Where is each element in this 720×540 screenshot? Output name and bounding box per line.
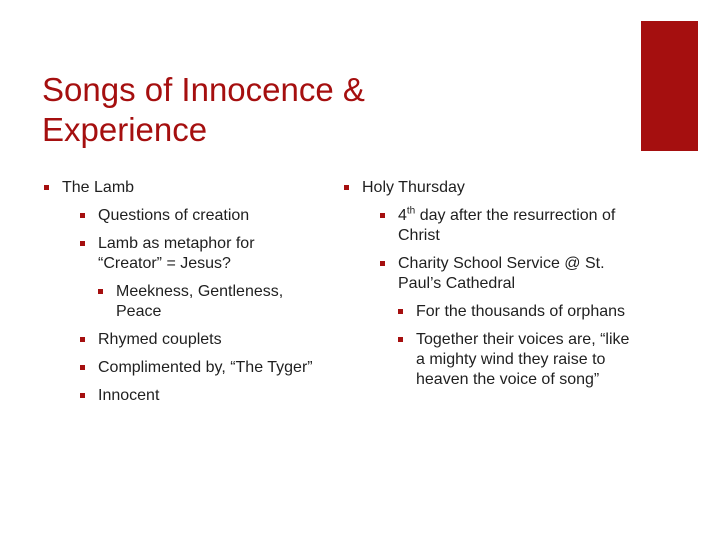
bullet-text: The Lamb	[62, 179, 135, 196]
bullet-text: Holy Thursday	[362, 179, 465, 196]
slide-title	[42, 70, 602, 150]
title-line-2: Experience	[42, 111, 208, 148]
sub-sub-bullet	[398, 302, 634, 322]
sub-bullet-text: Rhymed couplets	[98, 331, 222, 348]
sub-bullet-text: Questions of creation	[98, 207, 250, 224]
sub-bullet	[80, 386, 314, 406]
bullet-holy-thursday	[344, 178, 634, 390]
sub-bullet-text: Charity School Service @ St. Paul’s Cathedral	[398, 255, 605, 292]
sub-sub-bullet-text: Meekness, Gentleness, Peace	[116, 283, 284, 320]
ordinal-number: 4	[398, 207, 407, 224]
left-column	[44, 178, 314, 414]
sub-bullet	[380, 254, 634, 390]
title-line-1: Songs of Innocence &	[42, 71, 365, 108]
ordinal-suffix: th	[406, 205, 416, 217]
sub-bullet-text: Complimented by, “The Tyger”	[98, 359, 313, 376]
sub-sub-bullet-text: For the thousands of orphans	[416, 303, 626, 320]
sub-bullet	[380, 206, 634, 246]
sub-bullet-text: Innocent	[98, 387, 160, 404]
sub-bullet	[80, 358, 314, 378]
accent-bar	[641, 21, 698, 151]
sub-bullet	[80, 330, 314, 350]
sub-sub-bullet	[98, 282, 314, 322]
sub-sub-bullet-text: Together their voices are, “like a mighty wind they raise to heaven the voice of song”	[416, 331, 630, 388]
bullet-the-lamb	[44, 178, 314, 406]
right-column	[344, 178, 634, 398]
sub-bullet-text: day after the resurrection of Christ	[398, 207, 616, 244]
sub-bullet	[80, 206, 314, 226]
sub-bullet	[80, 234, 314, 322]
sub-bullet-text: Lamb as metaphor for “Creator” = Jesus?	[98, 235, 255, 272]
sub-sub-bullet	[398, 330, 634, 390]
